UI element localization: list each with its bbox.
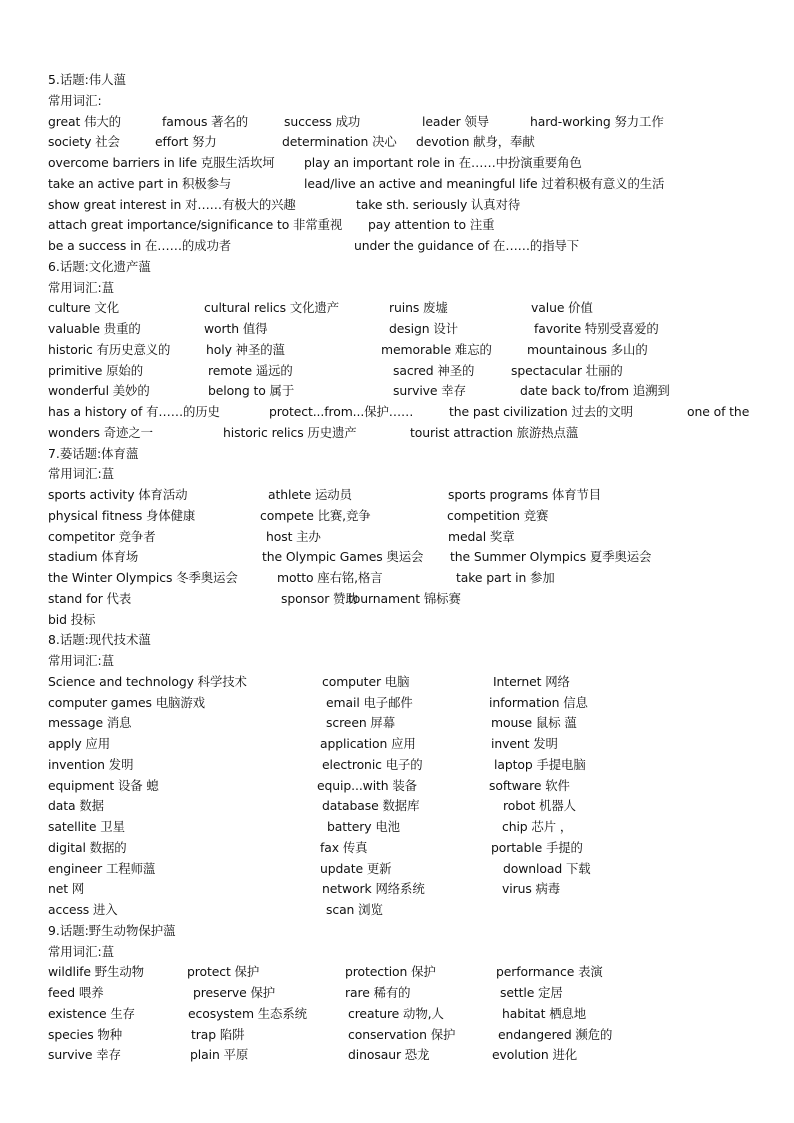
vocab-entry: protect...from...保护…… xyxy=(269,404,414,419)
vocab-entry: settle 定居 xyxy=(500,985,563,1000)
vocab-entry: mouse 鼠标 薀 xyxy=(491,715,577,731)
vocab-entry: effort 努力 xyxy=(155,134,217,150)
vocab-entry: engineer 工程师薀 xyxy=(48,860,156,876)
vocab-entry: plain 平原 xyxy=(190,1047,249,1063)
vocab-row xyxy=(0,737,794,753)
vocab-entry: wildlife 野生动物 xyxy=(48,964,144,980)
vocab-entry: sacred 神圣的 xyxy=(393,362,475,378)
vocab-entry: lead/live an active and meaningful life 过着积极有意义的生活 xyxy=(304,175,665,191)
vocab-entry: cultural relics 文化遗产 xyxy=(204,300,339,316)
vocab-entry: determination 决心 xyxy=(282,134,397,150)
vocab-entry: design 设计 xyxy=(389,321,458,336)
vocab-row xyxy=(0,384,794,400)
vocab-entry: pay attention to 注重 xyxy=(368,217,495,233)
vocab-entry: equipment 设备 螅 xyxy=(48,777,159,793)
vocab-row xyxy=(0,716,794,732)
vocab-entry: take part in 参加 xyxy=(456,570,555,585)
vocab-entry: stadium 体育场 xyxy=(48,549,139,565)
vocab-entry: invent 发明 xyxy=(491,736,558,751)
vocab-entry: conservation 保护 xyxy=(348,1026,456,1042)
vocab-entry: sports programs 体育节目 xyxy=(448,487,602,502)
vocab-row xyxy=(0,239,794,255)
vocab-entry: dinosaur 恐龙 xyxy=(348,1047,430,1063)
vocab-row xyxy=(0,758,794,774)
vocab-entry: the past civilization 过去的文明 xyxy=(449,404,633,419)
vocab-entry: valuable 贵重的 xyxy=(48,321,141,336)
vocab-row xyxy=(0,903,794,919)
vocab-entry: wonderful 美妙的 xyxy=(48,383,150,399)
vocab-entry: primitive 原始的 xyxy=(48,362,143,378)
vocab-entry: fax 传真 xyxy=(320,839,368,855)
vocab-entry: ruins 废墟 xyxy=(389,300,448,316)
vocab-entry: feed 喂养 xyxy=(48,985,104,1000)
vocab-entry: survive 幸存 xyxy=(393,383,466,399)
vocab-row xyxy=(0,571,794,587)
vocab-entry: trap 陷阱 xyxy=(191,1026,245,1042)
vocab-row xyxy=(0,177,794,193)
vocab-entry: date back to/from 追溯到 xyxy=(520,383,670,399)
section-subheading: 常用词汇:蒀 xyxy=(48,466,115,482)
vocab-entry: information 信息 xyxy=(489,694,588,710)
vocab-entry: computer 电脑 xyxy=(322,673,410,689)
vocab-entry: species 物种 xyxy=(48,1026,122,1042)
vocab-entry: update 更新 xyxy=(320,860,392,876)
vocab-entry: stand for 代表 xyxy=(48,590,132,606)
vocab-row xyxy=(0,592,794,608)
section-heading: 6.话题:文化遗产薀 xyxy=(48,258,151,274)
vocab-row xyxy=(0,799,794,815)
section-heading: 5.话题:伟人薀 xyxy=(48,72,126,87)
section-subheading: 常用词汇:蒀 xyxy=(48,279,115,295)
vocab-entry: invention 发明 xyxy=(48,756,134,772)
vocab-entry: bid 投标 xyxy=(48,611,96,627)
vocab-entry: database 数据库 xyxy=(322,798,420,814)
vocab-row xyxy=(0,965,794,981)
vocab-row xyxy=(0,135,794,151)
vocab-row xyxy=(0,862,794,878)
vocab-row xyxy=(0,550,794,566)
vocab-entry: wonders 奇迹之一 xyxy=(48,424,153,440)
vocab-entry: one of the xyxy=(687,404,750,419)
vocab-entry: application 应用 xyxy=(320,736,416,751)
vocab-entry: value 价值 xyxy=(531,300,593,316)
vocab-entry: spectacular 壮丽的 xyxy=(511,362,623,378)
vocab-entry: success 成功 xyxy=(284,113,361,129)
vocab-entry: mountainous 多山的 xyxy=(527,341,648,357)
vocab-row xyxy=(0,841,794,857)
vocab-entry: holy 神圣的薀 xyxy=(206,341,285,357)
vocab-entry: ecosystem 生态系统 xyxy=(188,1005,307,1021)
vocab-row xyxy=(0,986,794,1002)
vocab-entry: sponsor 赞助 xyxy=(281,590,358,606)
vocab-entry: screen 屏幕 xyxy=(326,715,396,731)
vocab-entry: net 网 xyxy=(48,881,85,897)
vocab-entry: medal 奖章 xyxy=(448,528,515,544)
vocab-entry: has a history of 有……的历史 xyxy=(48,404,220,419)
section-heading: 9.话题:野生动物保护薀 xyxy=(48,922,176,938)
vocab-entry: access 进入 xyxy=(48,902,118,917)
vocab-entry: worth 值得 xyxy=(204,321,268,336)
vocab-entry: be a success in 在……的成功者 xyxy=(48,238,232,253)
vocab-entry: robot 机器人 xyxy=(503,798,576,814)
section-subheading: 常用词汇:蒀 xyxy=(48,653,115,668)
vocab-entry: network 网络系统 xyxy=(322,881,425,897)
vocab-entry: competitor 竞争者 xyxy=(48,528,156,544)
vocab-row xyxy=(0,1048,794,1064)
vocab-entry: society 社会 xyxy=(48,134,120,150)
vocab-entry: the Winter Olympics 冬季奥运会 xyxy=(48,570,238,585)
vocab-row xyxy=(0,218,794,234)
vocab-entry: creature 动物,人 xyxy=(348,1005,444,1021)
section-heading: 8.话题:现代技术薀 xyxy=(48,632,151,648)
vocab-row xyxy=(0,820,794,836)
vocab-entry: Science and technology 科学技术 xyxy=(48,673,247,689)
vocab-row xyxy=(0,696,794,712)
vocab-row xyxy=(0,488,794,504)
vocab-row xyxy=(0,322,794,338)
vocab-entry: software 软件 xyxy=(489,777,570,793)
vocab-entry: motto 座右铭,格言 xyxy=(277,570,383,585)
vocab-row xyxy=(0,509,794,525)
vocab-row xyxy=(0,530,794,546)
vocab-entry: take sth. seriously 认真对待 xyxy=(356,196,521,212)
section-subheading: 常用词汇: xyxy=(48,92,102,108)
vocab-entry: the Summer Olympics 夏季奥运会 xyxy=(450,549,652,565)
vocab-entry: laptop 手提电脑 xyxy=(494,756,586,772)
vocab-entry: belong to 属于 xyxy=(208,383,295,399)
vocab-entry: host 主办 xyxy=(266,528,321,544)
vocab-entry: scan 浏览 xyxy=(326,902,383,917)
vocab-entry: preserve 保护 xyxy=(193,985,276,1000)
vocab-entry: battery 电池 xyxy=(327,819,400,834)
vocab-row xyxy=(0,1028,794,1044)
vocab-entry: rare 稀有的 xyxy=(345,985,411,1000)
vocab-entry: favorite 特别受喜爱的 xyxy=(534,321,659,336)
vocab-entry: historic relics 历史遗产 xyxy=(223,424,357,440)
vocab-entry: play an important role in 在……中扮演重要角色 xyxy=(304,155,582,170)
vocab-row xyxy=(0,613,794,629)
vocab-entry: download 下载 xyxy=(503,860,591,876)
vocab-row xyxy=(0,343,794,359)
vocab-entry: leader 领导 xyxy=(422,113,490,129)
vocab-entry: memorable 难忘的 xyxy=(381,341,492,357)
vocab-entry: endangered 濒危的 xyxy=(498,1026,613,1042)
vocab-row xyxy=(0,198,794,214)
vocab-entry: hard-working 努力工作 xyxy=(530,113,664,129)
vocab-row xyxy=(0,364,794,380)
vocab-row xyxy=(0,156,794,172)
vocab-entry: existence 生存 xyxy=(48,1005,135,1021)
vocab-entry: the Olympic Games 奥运会 xyxy=(262,549,424,565)
vocab-entry: physical fitness 身体健康 xyxy=(48,507,196,523)
vocab-entry: performance 表演 xyxy=(496,964,603,980)
vocab-entry: take an active part in 积极参与 xyxy=(48,175,232,191)
vocab-row xyxy=(0,301,794,317)
vocab-row xyxy=(0,1007,794,1023)
vocab-row xyxy=(0,405,794,421)
vocab-entry: chip 芯片 ， xyxy=(502,819,573,834)
vocab-entry: electronic 电子的 xyxy=(322,756,423,772)
vocab-entry: under the guidance of 在……的指导下 xyxy=(354,238,580,253)
vocab-entry: survive 幸存 xyxy=(48,1047,121,1063)
vocab-entry: devotion 献身，奉献 xyxy=(416,134,535,150)
vocab-entry: athlete 运动员 xyxy=(268,487,352,502)
vocab-entry: Internet 网络 xyxy=(493,673,570,689)
vocab-entry: remote 遥远的 xyxy=(208,362,293,378)
vocab-entry: competition 竞赛 xyxy=(447,507,549,523)
vocab-row xyxy=(0,779,794,795)
vocab-row xyxy=(0,115,794,131)
vocab-entry: computer games 电脑游戏 xyxy=(48,694,205,710)
vocab-entry: attach great importance/significance to 非常重视 xyxy=(48,217,343,233)
vocab-entry: digital 数据的 xyxy=(48,839,127,855)
vocab-entry: show great interest in 对……有极大的兴趣 xyxy=(48,196,296,212)
vocab-entry: virus 病毒 xyxy=(502,881,561,897)
vocab-entry: sports activity 体育活动 xyxy=(48,487,188,502)
vocab-entry: data 数据 xyxy=(48,798,104,814)
vocab-entry: great 伟大的 xyxy=(48,113,121,129)
vocab-entry: tourist attraction 旅游热点薀 xyxy=(410,424,579,440)
vocab-entry: email 电子邮件 xyxy=(326,694,413,710)
vocab-entry: satellite 卫星 xyxy=(48,819,125,834)
vocab-entry: famous 著名的 xyxy=(162,113,249,129)
vocab-row xyxy=(0,675,794,691)
vocab-entry: habitat 栖息地 xyxy=(502,1005,587,1021)
vocab-entry: apply 应用 xyxy=(48,736,111,751)
section-subheading: 常用词汇:蒀 xyxy=(48,943,115,959)
vocab-entry: portable 手提的 xyxy=(491,839,583,855)
vocab-entry: equip...with 装备 xyxy=(317,777,417,793)
vocab-entry: historic 有历史意义的 xyxy=(48,341,171,357)
vocab-entry: culture 文化 xyxy=(48,300,119,316)
vocab-entry: message 消息 xyxy=(48,715,132,731)
section-heading: 7.蒆话题:体育薀 xyxy=(48,445,139,461)
vocab-entry: evolution 进化 xyxy=(492,1047,578,1063)
vocab-entry: tournament 锦标赛 xyxy=(348,590,461,606)
vocab-row xyxy=(0,882,794,898)
vocab-entry: compete 比赛,竞争 xyxy=(260,507,371,523)
vocab-entry: overcome barriers in life 克服生活坎坷 xyxy=(48,155,275,170)
vocab-row xyxy=(0,426,794,442)
vocab-entry: protection 保护 xyxy=(345,964,436,980)
vocab-entry: protect 保护 xyxy=(187,964,260,980)
